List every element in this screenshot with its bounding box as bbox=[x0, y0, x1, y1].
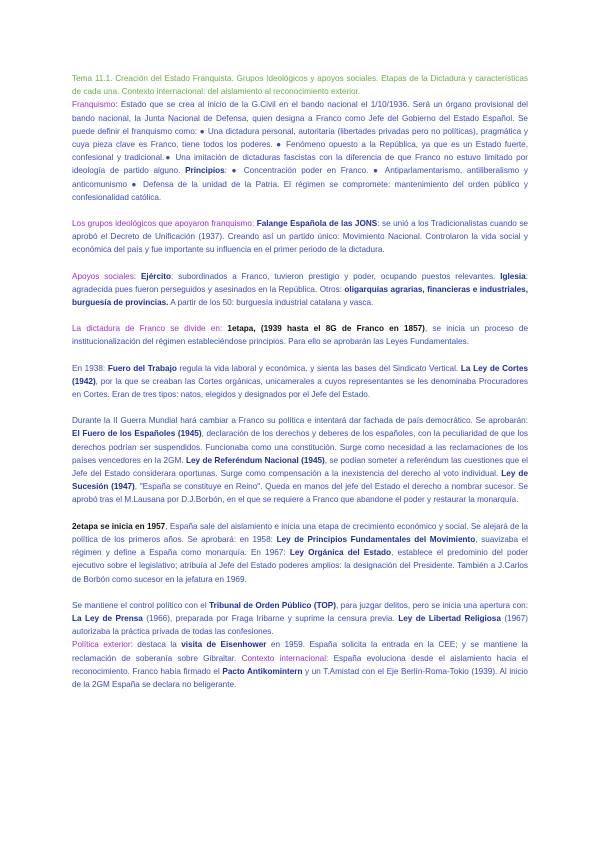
p1938-text-3: , por la que se creaban las Cortes orgánicas, unicamerales a cuyos representantes se les denominaba Procuradores en Cortes. Eran de tres tipos: natos, elegidos y designados por el Jefe del Estado. bbox=[72, 376, 528, 400]
control-text-2: , para juzgar delitos, pero se inicia una apertura con: bbox=[335, 600, 528, 610]
exterior-text-1: : destaca la bbox=[130, 640, 182, 650]
apoyos-text-3: A partir de los 50: burguesía industrial catalana y vasca. bbox=[168, 298, 374, 308]
paragraph-guerra bbox=[72, 414, 528, 506]
term-principios: Principios bbox=[185, 166, 225, 176]
guerra-text-1: Durante la II Guerra Mundial hará cambiar a Franco su política e intentará dar fachada de país democrático. Se aprobarán: bbox=[72, 416, 528, 426]
term-ejercito: Ejército bbox=[140, 271, 172, 281]
grupos-text: : se unió a los Tradicionalistas cuando se aprobó el Decreto de Unificación (1937). Creando así un partido único: Movimiento Nacional. Controlaron la vida social y económica del país y fue importante su influencia en el primer periodo de la dictadura. bbox=[72, 219, 528, 255]
divide-text: , se inicia un proceso de institucionalización del régimen estableciéndose principios. Para ello se aprobarán las Leyes Fundamentales. bbox=[72, 324, 528, 347]
paragraph-franquismo bbox=[72, 98, 528, 204]
etapa2-text-2: , suavizaba el régimen y define a España como monarquía. En 1967: bbox=[72, 534, 528, 558]
term-pacto: Pacto Antikomintern bbox=[222, 666, 303, 676]
control-text-3: (1966), preparada por Fraga Iribarne y suprime la censura previa. bbox=[142, 613, 399, 623]
term-ley-organica: Ley Orgánica del Estado bbox=[289, 548, 392, 558]
term-libertad-religiosa: Ley de Libertad Religiosa bbox=[398, 613, 501, 623]
exterior-text-3: : España evoluciona desde el aislamiento hacia el reconocimiento. Franco había firmado el bbox=[72, 653, 528, 676]
principios-text: : ● Concentración poder en Franco. ● Antiparlamentarismo, antiliberalismo y anticomunismo ● Defensa de la unidad de la Patria. El régimen se compromete: mantenimiento del orden público y confesionalidad católica. bbox=[72, 166, 528, 202]
term-ley-cortes: La Ley de Cortes (1942) bbox=[72, 363, 529, 386]
term-falange: Falange Española de las JONS bbox=[256, 219, 378, 229]
guerra-text-2: , declaración de los derechos y deberes de los españoles, con la peculiaridad de que los derechos podrían ser suspendidos. Funcionaba como una constitución. Surge como necesidad a las reclamaciones de los países vencedores en la 2GM. bbox=[72, 429, 528, 465]
term-tribunal: Tribunal de Orden Público (TOP) bbox=[209, 600, 336, 610]
term-iglesia: Iglesia bbox=[500, 271, 526, 281]
paragraph-control bbox=[72, 599, 528, 639]
term-ley-prensa: La Ley de Prensa bbox=[72, 613, 143, 623]
grupos-sep: : bbox=[251, 219, 257, 229]
paragraph-1938 bbox=[72, 362, 528, 402]
paragraph-exterior bbox=[72, 638, 528, 691]
term-franquismo: Franquismo bbox=[72, 100, 116, 110]
paragraph-etapa2 bbox=[72, 520, 528, 586]
franquismo-text: : Estado que se crea al inicio de la G.Civil en el bando nacional el 1/10/1936. Será un órgano provisional del bando nacional, la Junta Nacional de Defensa, quien designa a Franco como Jefe del Gobierno del Estado Español. Se puede definir el franquismo como: ● Una dictadura personal, autoritaria (libertades privadas pero no políticas), pragmática y cuya pieza clave es Franco, tiene todos los poderes. ● Fenómeno opuesto a la República, ya que es un Estado fuerte, confesional y tradicional.● Una imitación de dictaduras fascistas con la diferencia de que Franco no estuvo limitado por ideología de partido alguno. bbox=[72, 100, 528, 176]
term-politica-exterior: Política exterior bbox=[72, 640, 131, 650]
guerra-text-3: , se podían someter a referéndum las cuestiones que el Jefe del Estado considerara oportunas. Surge como compensación a la inexistencia del derecho al voto individual. bbox=[72, 455, 528, 479]
term-fuero-espanoles: El Fuero de los Españoles (1945) bbox=[72, 429, 202, 439]
term-grupos: Los grupos ideológicos que apoyaron franquismo bbox=[72, 219, 252, 229]
term-eisenhower: visita de Eisenhower bbox=[181, 640, 267, 650]
paragraph-apoyos bbox=[72, 270, 528, 310]
etapa2-text-1: , España sale del aislamiento e inicia una etapa de crecimiento económico y social. Se alejará de la política de los primeros años. Se aprobará: en 1958: bbox=[72, 521, 528, 544]
document-title: Tema 11.1. Creación del Estado Franquista. Grupos Ideológicos y apoyos sociales. Etapas de la Dictadura y características de cada una. Contexto internacional: del aislamiento al reconocimiento exterior. bbox=[72, 74, 528, 97]
term-etapa1: 1etapa, (1939 hasta el 8G de Franco en 1857) bbox=[227, 324, 425, 334]
term-referendum: Ley de Referéndum Nacional (1945) bbox=[185, 455, 325, 465]
term-sucesion: Ley de Sucesión (1947) bbox=[72, 469, 528, 492]
term-divide: La dictadura de Franco se divide en: bbox=[72, 324, 228, 334]
paragraph-divide bbox=[72, 322, 528, 348]
control-text-1: Se mantiene el control político con el bbox=[72, 600, 210, 610]
term-oligarquias: oligarquías agrarias, financieras e industriales, burguesía de provincias. bbox=[72, 284, 528, 308]
exterior-text-2: en 1959. España solicita la entrada en la CEE; y se mantiene la reclamación de soberanía sobre Gibraltar. bbox=[72, 640, 528, 663]
p1938-text-1: En 1938: bbox=[72, 363, 108, 373]
exterior-text-4: y un T.Amistad con el Eje Berlín-Roma-Tokio (1939). Al inicio de la 2GM España se declara no beligerante. bbox=[72, 666, 528, 689]
p1938-text-2: regula la vida laboral y económica. y sienta las bases del Sindicato Vertical. bbox=[176, 363, 461, 373]
term-principios-movimiento: Ley de Principios Fundamentales del Movimiento bbox=[276, 534, 476, 544]
term-fuero-trabajo: Fuero del Trabajo bbox=[107, 363, 177, 373]
apoyos-text-1: : subordinados a Franco, tuvieron prestigio y poder, ocupando puestos relevantes. bbox=[171, 271, 501, 281]
term-apoyos: Apoyos sociales bbox=[72, 271, 134, 281]
term-etapa2: 2etapa se inicia en 1957 bbox=[72, 521, 166, 531]
apoyos-text-2: : agradecida pues fueron perseguidos y asesinados en la República. Otros: bbox=[72, 271, 528, 294]
guerra-text-4: , "España se constituye en Reino". Queda en manos del jefe del Estado el derecho a nombrar sucesor. Se aprobó tras el M.Lausana por D.J.Borbón, en el que se requiere a Franco que abandone el poder y restaurar la monarquía. bbox=[72, 482, 528, 505]
control-text-4: (1967) autorizaba la práctica privada de todas las confesiones. bbox=[72, 613, 528, 637]
apoyos-sep: : bbox=[133, 271, 141, 281]
term-contexto: Contexto internacional bbox=[241, 653, 327, 663]
etapa2-text-3: , establece el predominio del poder ejecutivo sobre el legislativo; atribuía al Jefe del Estado poderes amplios: la designación del Presidente. También a J.Carlos de Borbón como sucesor en la jefatura en 1969. bbox=[72, 548, 528, 584]
paragraph-grupos bbox=[72, 217, 528, 257]
